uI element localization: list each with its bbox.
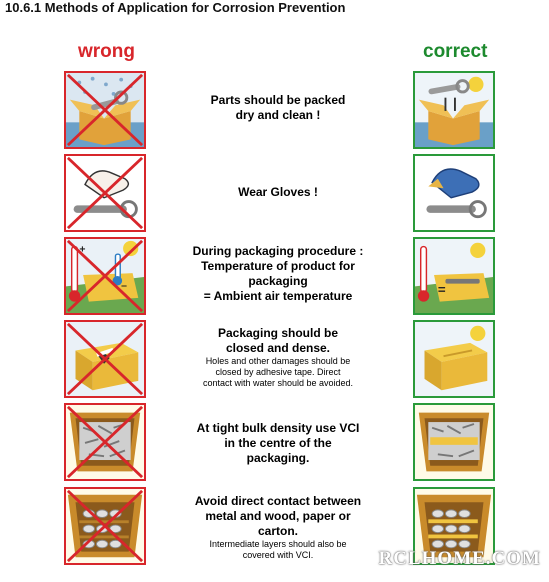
- description-line: packaging.: [246, 451, 310, 465]
- bulk-vci-box-icon: [413, 403, 495, 481]
- method-row: [0, 154, 549, 234]
- description-line: Parts should be packed: [210, 93, 346, 107]
- svg-text:–: –: [121, 280, 127, 292]
- closed-box-icon: [413, 320, 495, 398]
- method-description: [180, 244, 376, 304]
- temperature-equal-icon: [413, 237, 495, 315]
- gloved-hand-icon: [413, 154, 495, 232]
- description-note: covered with VCI.: [242, 550, 314, 560]
- wrong-column-heading: wrong: [78, 41, 135, 62]
- method-row: [0, 403, 549, 483]
- description-line: closed and dense.: [225, 341, 331, 355]
- wet-box-icon: [64, 71, 146, 149]
- temperature-mismatch-icon: [64, 237, 146, 315]
- bulk-box-icon: [64, 403, 146, 481]
- description-line: Packaging should be: [217, 326, 339, 340]
- description-note: contact with water should be avoided.: [202, 378, 354, 388]
- svg-text:=: =: [437, 282, 446, 298]
- bare-hand-icon: [64, 154, 146, 232]
- description-line: carton.: [257, 524, 298, 538]
- description-note: Intermediate layers should also be: [209, 539, 347, 549]
- correct-column-heading: correct: [423, 41, 488, 62]
- description-line: dry and clean !: [235, 108, 321, 122]
- method-description: [180, 494, 376, 561]
- method-description: [180, 326, 376, 389]
- method-row: [0, 71, 549, 151]
- description-note: closed by adhesive tape. Direct: [215, 367, 341, 377]
- method-row: [0, 320, 549, 400]
- method-description: [180, 185, 376, 200]
- description-line: = Ambient air temperature: [203, 289, 353, 303]
- description-line: Avoid direct contact between: [194, 494, 362, 508]
- method-description: [180, 93, 376, 123]
- watermark: RCLHOME.COM: [378, 548, 541, 569]
- layered-crate-icon: [64, 487, 146, 565]
- description-line: in the centre of the: [224, 436, 332, 450]
- method-row: [0, 237, 549, 317]
- description-line: Wear Gloves !: [238, 185, 318, 199]
- description-line: Temperature of product for: [201, 259, 355, 273]
- svg-text:+: +: [79, 244, 86, 256]
- description-line: At tight bulk density use VCI: [196, 421, 360, 435]
- dry-box-icon: [413, 71, 495, 149]
- page-title: 10.6.1 Methods of Application for Corrosion Prevention: [5, 0, 346, 15]
- method-description: [180, 421, 376, 466]
- damaged-box-icon: [64, 320, 146, 398]
- description-line: During packaging procedure :: [192, 244, 364, 258]
- description-line: packaging: [248, 274, 308, 288]
- description-line: metal and wood, paper or: [205, 509, 351, 523]
- description-note: Holes and other damages should be: [205, 356, 351, 366]
